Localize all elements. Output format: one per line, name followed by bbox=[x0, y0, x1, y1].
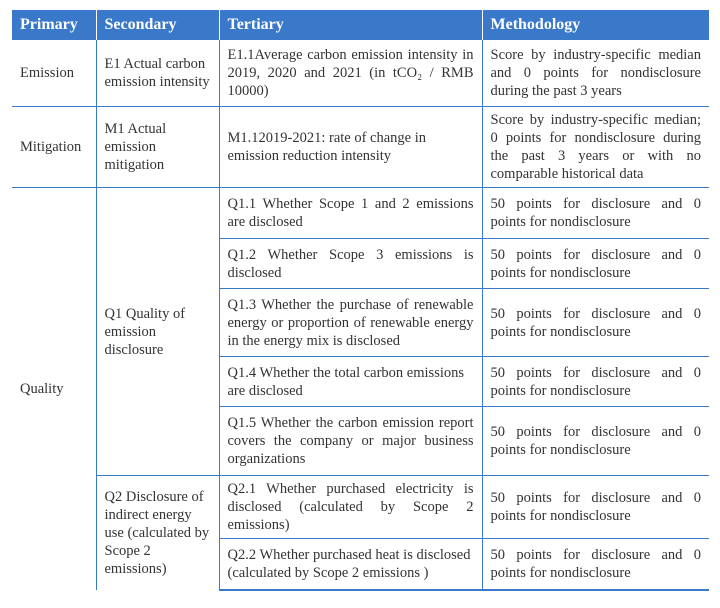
methodology-cell-q2-1: 50 points for disclosure and 0 points for nondisclosure bbox=[482, 476, 709, 539]
header-methodology: Methodology bbox=[482, 10, 709, 40]
methodology-cell-q1-1: 50 points for disclosure and 0 points for nondisclosure bbox=[482, 188, 709, 239]
secondary-cell-m1: M1 Actual emission mitigation bbox=[96, 107, 219, 188]
tertiary-cell-q1-3: Q1.3 Whether the purchase of renewable energy or proportion of renewable energy in the energy mix is disclosed bbox=[219, 289, 482, 357]
primary-cell-mitigation: Mitigation bbox=[12, 107, 96, 188]
header-row bbox=[12, 10, 709, 40]
methodology-table-container bbox=[12, 10, 709, 591]
tertiary-cell-m1-1: M1.12019-2021: rate of change in emission reduction intensity bbox=[219, 107, 482, 188]
tertiary-cell-q1-2: Q1.2 Whether Scope 3 emissions is disclosed bbox=[219, 239, 482, 289]
header-primary: Primary bbox=[12, 10, 96, 40]
table-row bbox=[12, 476, 709, 539]
tertiary-cell-q1-1: Q1.1 Whether Scope 1 and 2 emissions are disclosed bbox=[219, 188, 482, 239]
tertiary-cell-q1-4: Q1.4 Whether the total carbon emissions are disclosed bbox=[219, 357, 482, 407]
table-body bbox=[12, 40, 709, 590]
tertiary-cell-q2-1: Q2.1 Whether purchased electricity is disclosed (calculated by Scope 2 emissions) bbox=[219, 476, 482, 539]
methodology-cell-q1-2: 50 points for disclosure and 0 points for nondisclosure bbox=[482, 239, 709, 289]
methodology-cell-m1-1: Score by industry-specific median; 0 points for nondisclosure during the past 3 years or with no comparable historical data bbox=[482, 107, 709, 188]
methodology-cell-q1-4: 50 points for disclosure and 0 points for nondisclosure bbox=[482, 357, 709, 407]
primary-cell-emission: Emission bbox=[12, 40, 96, 107]
tertiary-cell-e1-1: E1.1Average carbon emission intensity in 2019, 2020 and 2021 (in tCO₂ / RMB 10000) bbox=[219, 40, 482, 107]
secondary-cell-q2: Q2 Disclosure of indirect energy use (calculated by Scope 2 emissions) bbox=[96, 476, 219, 590]
methodology-cell-q1-3: 50 points for disclosure and 0 points for nondisclosure bbox=[482, 289, 709, 357]
secondary-cell-q1: Q1 Quality of emission disclosure bbox=[96, 188, 219, 476]
table-row bbox=[12, 188, 709, 239]
header-secondary: Secondary bbox=[96, 10, 219, 40]
table-header bbox=[12, 10, 709, 40]
methodology-table bbox=[12, 10, 709, 591]
secondary-cell-e1: E1 Actual carbon emission intensity bbox=[96, 40, 219, 107]
tertiary-cell-q1-5: Q1.5 Whether the carbon emission report covers the company or major business organizations bbox=[219, 407, 482, 476]
tertiary-cell-q2-2: Q2.2 Whether purchased heat is disclosed (calculated by Scope 2 emissions ) bbox=[219, 539, 482, 590]
methodology-cell-e1-1: Score by industry-specific median and 0 points for nondisclosure during the past 3 years bbox=[482, 40, 709, 107]
methodology-cell-q1-5: 50 points for disclosure and 0 points for nondisclosure bbox=[482, 407, 709, 476]
table-row bbox=[12, 40, 709, 107]
table-row bbox=[12, 107, 709, 188]
header-tertiary: Tertiary bbox=[219, 10, 482, 40]
primary-cell-quality: Quality bbox=[12, 188, 96, 590]
methodology-cell-q2-2: 50 points for disclosure and 0 points for nondisclosure bbox=[482, 539, 709, 590]
